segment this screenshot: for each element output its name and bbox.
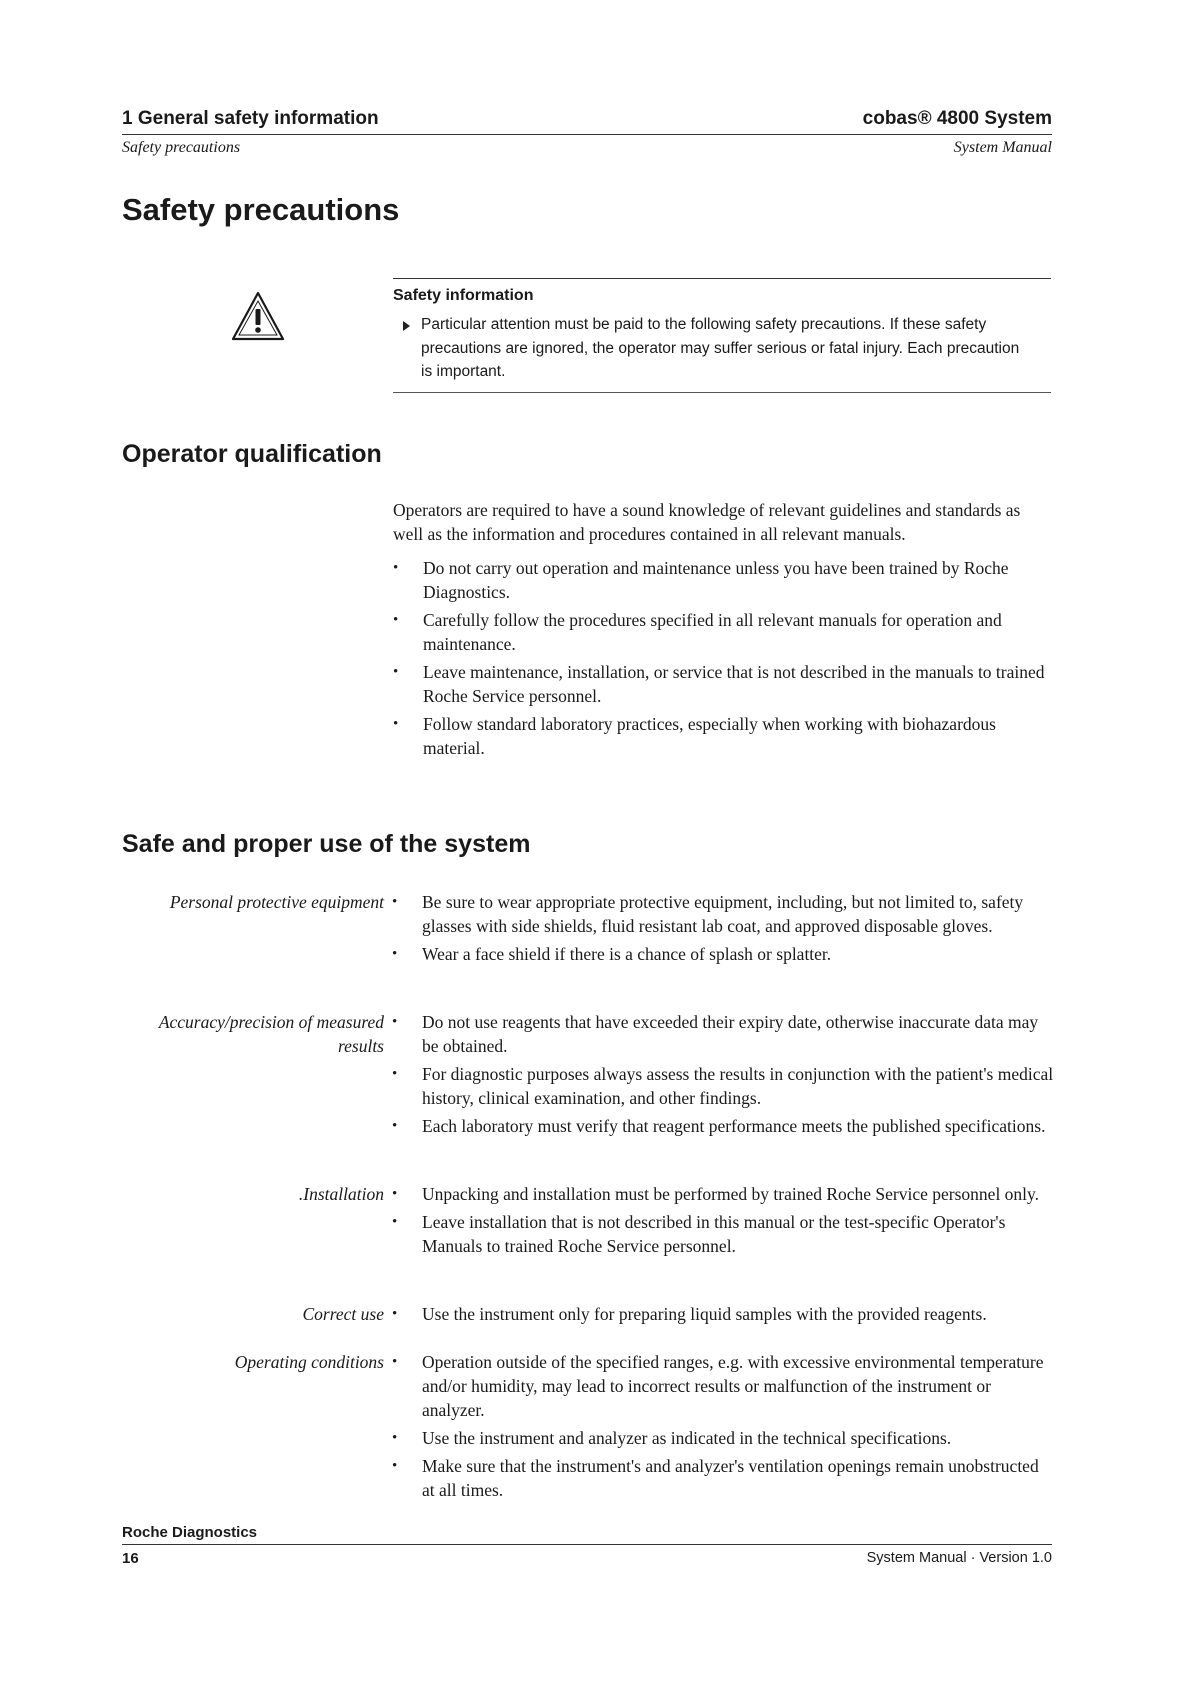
- installation-list: [392, 1182, 1054, 1258]
- list-item: • Follow standard laboratory practices, especially when working with biohazardous material.: [393, 712, 1053, 760]
- arrow-bullet-icon: [403, 321, 410, 331]
- correct-use-label: Correct use: [302, 1304, 384, 1324]
- product-name: cobas® 4800 System: [862, 108, 1052, 129]
- section-subtitle: Safety precautions: [122, 139, 241, 156]
- list-item: • Leave maintenance, installation, or service that is not described in the manuals to trained Roche Service personnel.: [393, 660, 1053, 708]
- footer-version: System Manual · Version 1.0: [866, 1550, 1052, 1566]
- header-divider: [122, 134, 1052, 135]
- list-item: • Each laboratory must verify that reagent performance meets the published specifications.: [392, 1114, 1054, 1138]
- ppe-label: Personal protective equipment: [169, 892, 384, 912]
- operating-conditions-label: Operating conditions: [234, 1352, 384, 1372]
- operating-conditions-row: [122, 1350, 1054, 1506]
- footer-company: Roche Diagnostics: [122, 1524, 258, 1541]
- list-item: • Leave installation that is not described in this manual or the test-specific Operator's Manuals to trained Roche Service personnel.: [392, 1210, 1054, 1258]
- page-title: Safety precautions: [122, 192, 400, 227]
- accuracy-label: Accuracy/precision of measured results: [158, 1012, 384, 1056]
- safe-use-heading: Safe and proper use of the system: [122, 830, 531, 858]
- accuracy-row: [122, 1010, 1054, 1142]
- installation-label: .Installation: [298, 1184, 384, 1204]
- list-item: • Use the instrument and analyzer as indicated in the technical specifications.: [392, 1426, 1054, 1450]
- safety-box-text: Particular attention must be paid to the following safety precautions. If these safety precautions are ignored, the operator may suffer serious or fatal injury. Each precaution is important.: [421, 316, 1020, 380]
- list-item: • Make sure that the instrument's and analyzer's ventilation openings remain unobstructed at all times.: [392, 1454, 1054, 1502]
- list-item: • Use the instrument only for preparing liquid samples with the provided reagents.: [392, 1302, 1054, 1326]
- footer-divider: [122, 1544, 1052, 1545]
- list-item: • For diagnostic purposes always assess the results in conjunction with the patient's medical history, clinical examination, and other findings.: [392, 1062, 1054, 1110]
- list-item: • Do not carry out operation and maintenance unless you have been trained by Roche Diagnostics.: [393, 556, 1053, 604]
- chapter-title: 1 General safety information: [122, 108, 379, 129]
- safety-box-title: Safety information: [393, 287, 534, 304]
- list-item: • Operation outside of the specified ranges, e.g. with excessive environmental temperature and/or humidity, may lead to incorrect results or malfunction of the instrument or analyzer.: [392, 1350, 1054, 1422]
- installation-row: [122, 1182, 1054, 1262]
- safety-box-body: [393, 313, 1021, 384]
- list-item: • Do not use reagents that have exceeded their expiry date, otherwise inaccurate data may be obtained.: [392, 1010, 1054, 1058]
- list-item: • Carefully follow the procedures specified in all relevant manuals for operation and maintenance.: [393, 608, 1053, 656]
- operator-qualification-body: [393, 498, 1053, 764]
- manual-subtitle: System Manual: [953, 139, 1052, 156]
- correct-use-row: [122, 1302, 1054, 1330]
- operating-conditions-list: [392, 1350, 1054, 1502]
- safety-information-box: [393, 278, 1051, 393]
- operator-qualification-intro: Operators are required to have a sound knowledge of relevant guidelines and standards as well as the information and procedures contained in all relevant manuals.: [393, 500, 1021, 544]
- list-item: • Be sure to wear appropriate protective equipment, including, but not limited to, safety glasses with side shields, fluid resistant lab coat, and approved disposable gloves.: [392, 890, 1054, 938]
- ppe-row: [122, 890, 1054, 970]
- accuracy-list: [392, 1010, 1054, 1138]
- correct-use-list: [392, 1302, 1054, 1326]
- ppe-list: [392, 890, 1054, 966]
- warning-triangle-icon: [230, 290, 286, 342]
- operator-qualification-list: [393, 556, 1053, 760]
- page-number: 16: [122, 1550, 139, 1567]
- list-item: • Unpacking and installation must be performed by trained Roche Service personnel only.: [392, 1182, 1054, 1206]
- list-item: • Wear a face shield if there is a chance of splash or splatter.: [392, 942, 1054, 966]
- operator-qualification-heading: Operator qualification: [122, 440, 382, 468]
